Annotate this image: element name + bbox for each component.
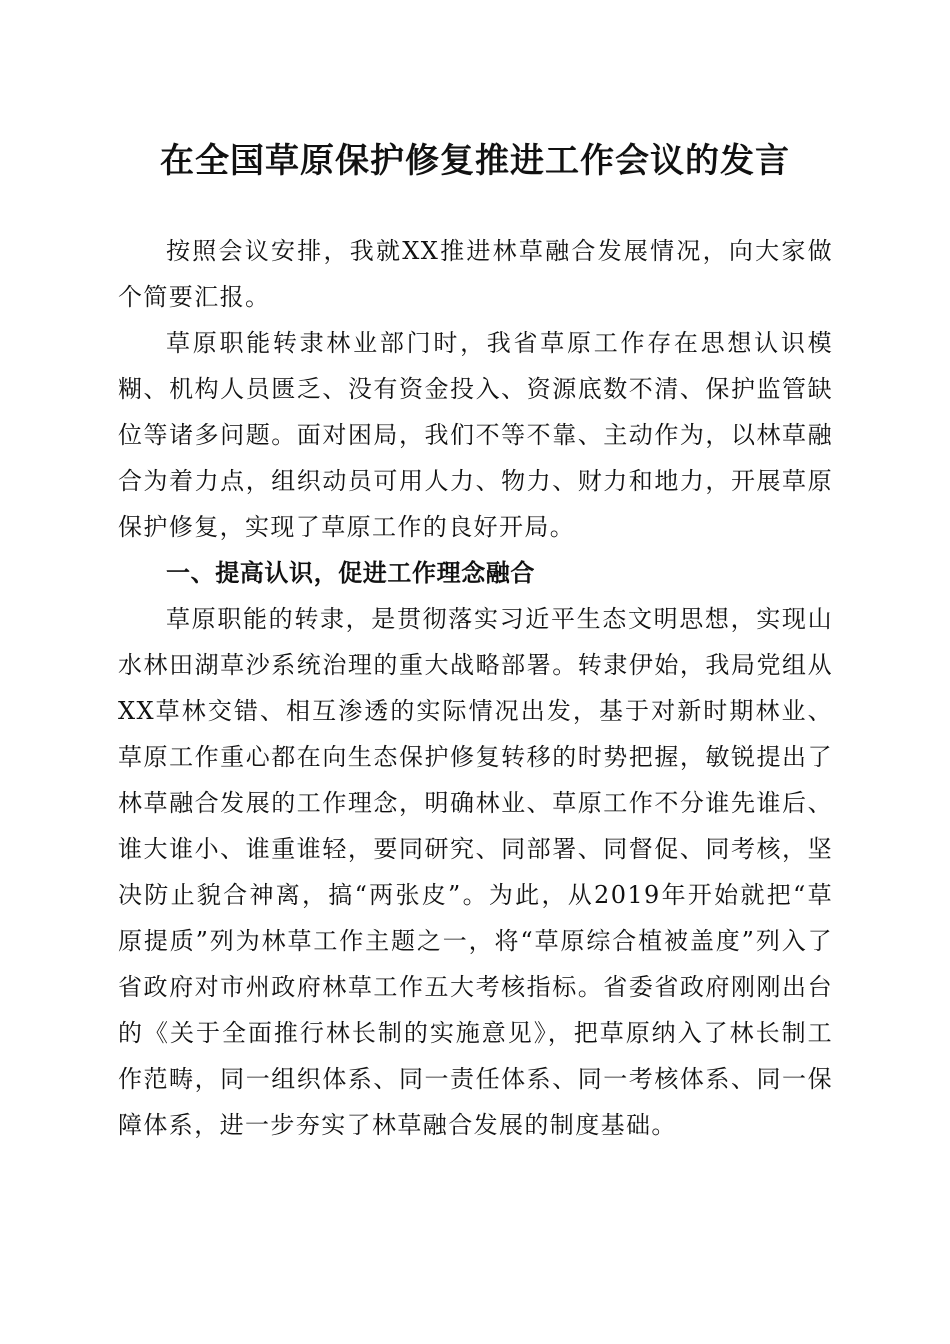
- section-heading: 一、提高认识，促进工作理念融合: [166, 559, 535, 587]
- background-paragraph: 草原职能转隶林业部门时，我省草原工作存在思想认识模糊、机构人员匮乏、没有资金投入、资源底数不清、保护监管缺位等诸多问题。面对困局，我们不等不靠、主动作为，以林草融合为着力点，组织动员可用人力、物力、财力和地力，开展草原保护修复，实现了草原工作的良好开局。: [118, 329, 833, 541]
- document-body: [118, 228, 833, 1148]
- section-paragraph: 草原职能的转隶，是贯彻落实习近平生态文明思想，实现山水林田湖草沙系统治理的重大战略部署。转隶伊始，我局党组从XX草林交错、相互渗透的实际情况出发，基于对新时期林业、草原工作重心都在向生态保护修复转移的时势把握，敏锐提出了林草融合发展的工作理念，明确林业、草原工作不分谁先谁后、谁大谁小、谁重谁轻，要同研究、同部署、同督促、同考核，坚决防止貌合神离，搞“两张皮”。为此，从2019年开始就把“草原提质”列为林草工作主题之一，将“草原综合植被盖度”列入了省政府对市州政府林草工作五大考核指标。省委省政府刚刚出台的《关于全面推行林长制的实施意见》，把草原纳入了林长制工作范畴，同一组织体系、同一责任体系、同一考核体系、同一保障体系，进一步夯实了林草融合发展的制度基础。: [118, 605, 833, 1139]
- intro-paragraph: 按照会议安排，我就XX推进林草融合发展情况，向大家做个简要汇报。: [118, 237, 833, 311]
- document-title: 在全国草原保护修复推进工作会议的发言: [160, 141, 790, 181]
